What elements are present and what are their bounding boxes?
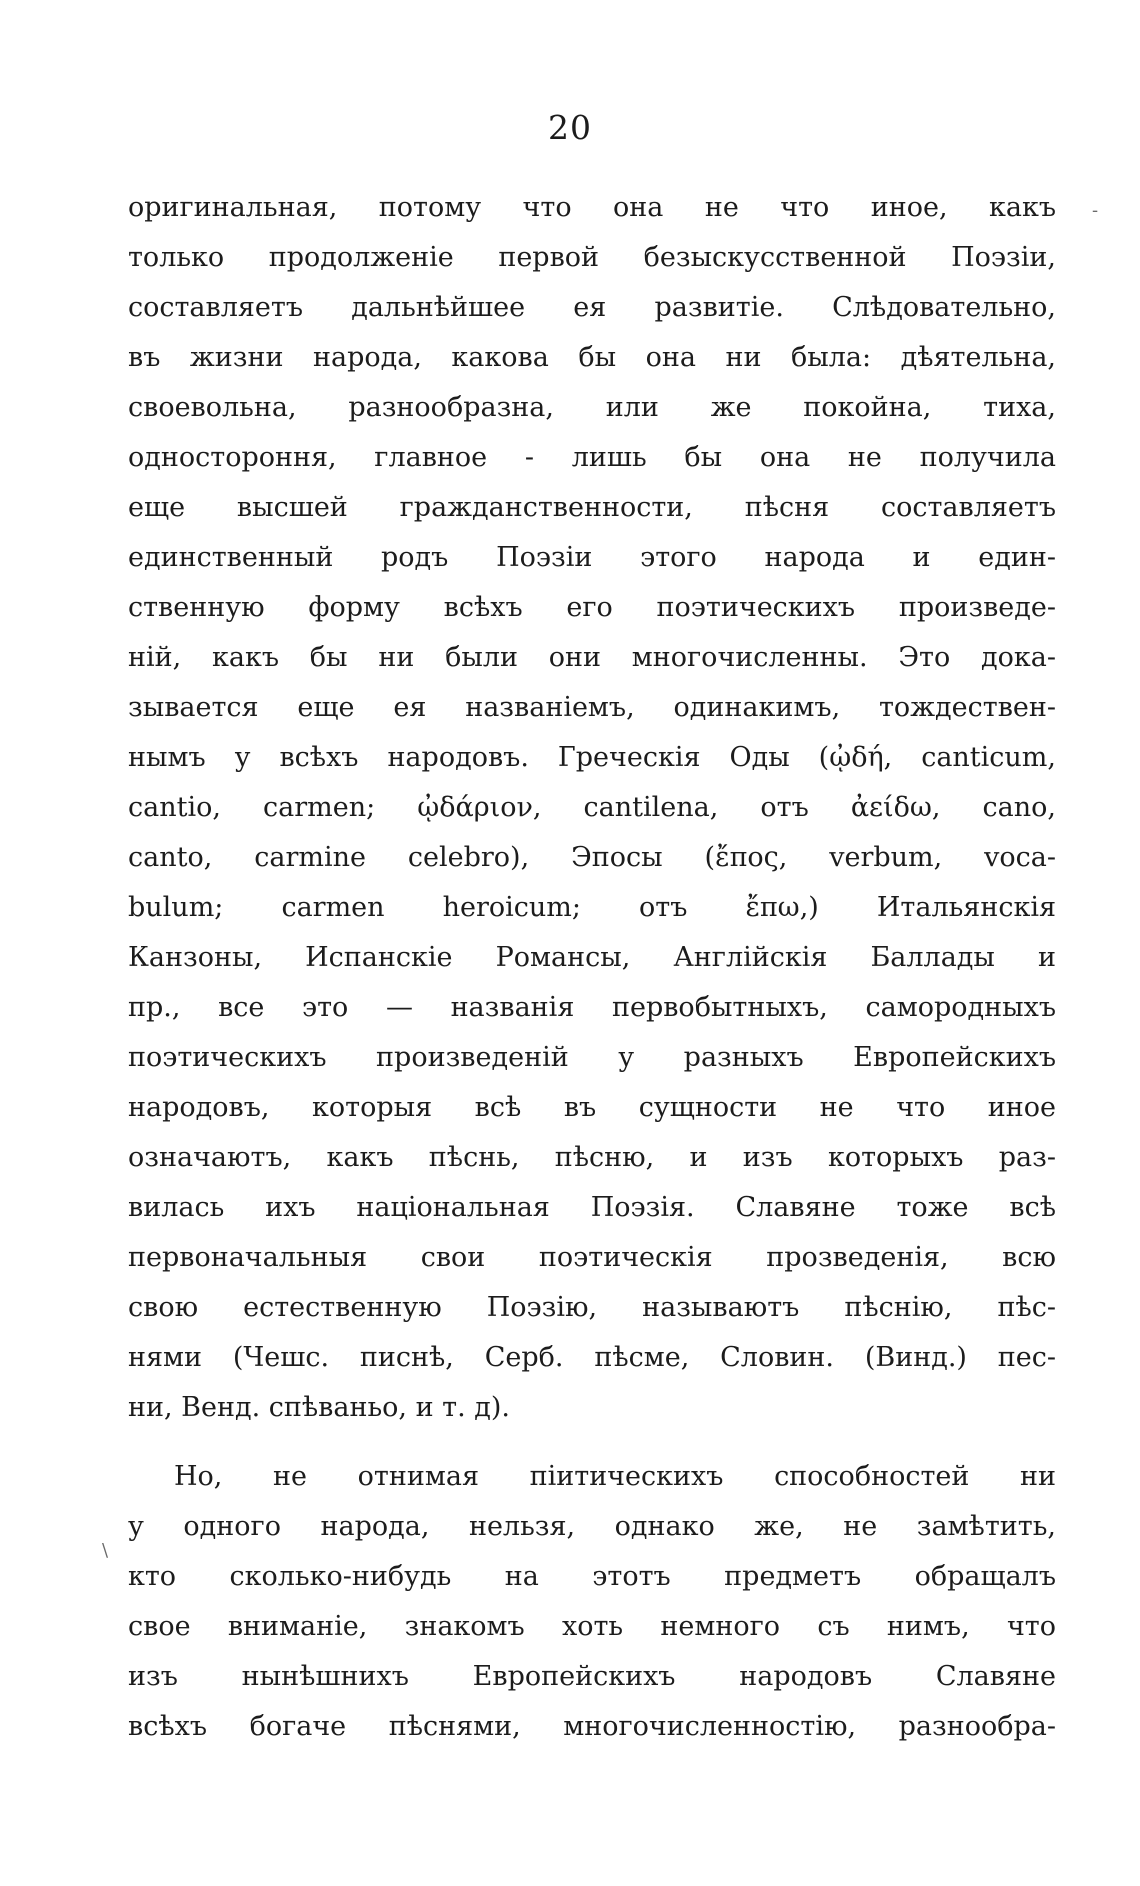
text-line: одностороння, главное - лишь бы она не получила xyxy=(128,442,1056,473)
text-line: свое вниманіе, знакомъ хоть немного съ нимъ, что xyxy=(128,1611,1056,1642)
text-line: нями (Чешс. писнѣ, Серб. пѣсме, Словин. (Винд.) пес- xyxy=(128,1342,1056,1373)
text-line: нымъ у всѣхъ народовъ. Греческія Оды (ᾠδή, canticum, xyxy=(128,742,1056,773)
margin-mark: - xyxy=(1092,200,1099,221)
margin-mark: \ xyxy=(102,1540,109,1561)
text-line: народовъ, которыя всѣ въ сущности не что иное xyxy=(128,1092,1056,1123)
text-line: изъ нынѣшнихъ Европейскихъ народовъ Славяне xyxy=(128,1661,1056,1692)
text-line: въ жизни народа, какова бы она ни была: дѣятельна, xyxy=(128,342,1056,373)
page-number: 20 xyxy=(548,108,592,147)
text-line: всѣхъ богаче пѣснями, многочисленностію, разнообра- xyxy=(128,1711,1056,1742)
text-line: cantio, carmen; ᾠδάριον, cantilena, отъ ἀείδω, cano, xyxy=(128,792,1056,823)
text-line: только продолженіе первой безыскусственной Поэзіи, xyxy=(128,242,1056,273)
paragraph-1 xyxy=(128,183,1056,1433)
text-line: означаютъ, какъ пѣснь, пѣсню, и изъ которыхъ раз- xyxy=(128,1142,1056,1173)
text-line: единственный родъ Поэзіи этого народа и един- xyxy=(128,542,1056,573)
text-line: свою естественную Поэзію, называютъ пѣснію, пѣс- xyxy=(128,1292,1056,1323)
text-line: bulum; carmen heroicum; отъ ἔπω,) Итальянскія xyxy=(128,892,1056,923)
text-line: Но, не отнимая пiитическихъ способностей ни xyxy=(174,1461,1056,1492)
text-line: первоначальныя свои поэтическія прозведенія, всю xyxy=(128,1242,1056,1273)
text-line: у одного народа, нельзя, однако же, не замѣтить, xyxy=(128,1511,1056,1542)
text-line: зывается еще ея названіемъ, одинакимъ, тождествен- xyxy=(128,692,1056,723)
text-line: вилась ихъ національная Поэзія. Славяне тоже всѣ xyxy=(128,1192,1056,1223)
text-line: пр., все это — названія первобытныхъ, самородныхъ xyxy=(128,992,1056,1023)
text-line: еще высшей гражданственности, пѣсня составляетъ xyxy=(128,492,1056,523)
text-line: кто сколько-нибудь на этотъ предметъ обращалъ xyxy=(128,1561,1056,1592)
text-line: ній, какъ бы ни были они многочисленны. Это дока- xyxy=(128,642,1056,673)
text-line: canto, carmine celebro), Эпосы (ἔπος, verbum, voca- xyxy=(128,842,1056,873)
text-line: Канзоны, Испанскіе Романсы, Англійскія Баллады и xyxy=(128,942,1056,973)
text-line: оригинальная, потому что она не что иное, какъ xyxy=(128,192,1056,223)
text-line: поэтическихъ произведеній у разныхъ Европейскихъ xyxy=(128,1042,1056,1073)
text-line: ни, Венд. спѣваньо, и т. д). xyxy=(128,1392,510,1423)
text-line: ственную форму всѣхъ его поэтическихъ произведе- xyxy=(128,592,1056,623)
text-line: составляетъ дальнѣйшее ея развитіе. Слѣдовательно, xyxy=(128,292,1056,323)
text-line: своевольна, разнообразна, или же покойна, тиха, xyxy=(128,392,1056,423)
paragraph-2 xyxy=(128,1452,1056,1752)
